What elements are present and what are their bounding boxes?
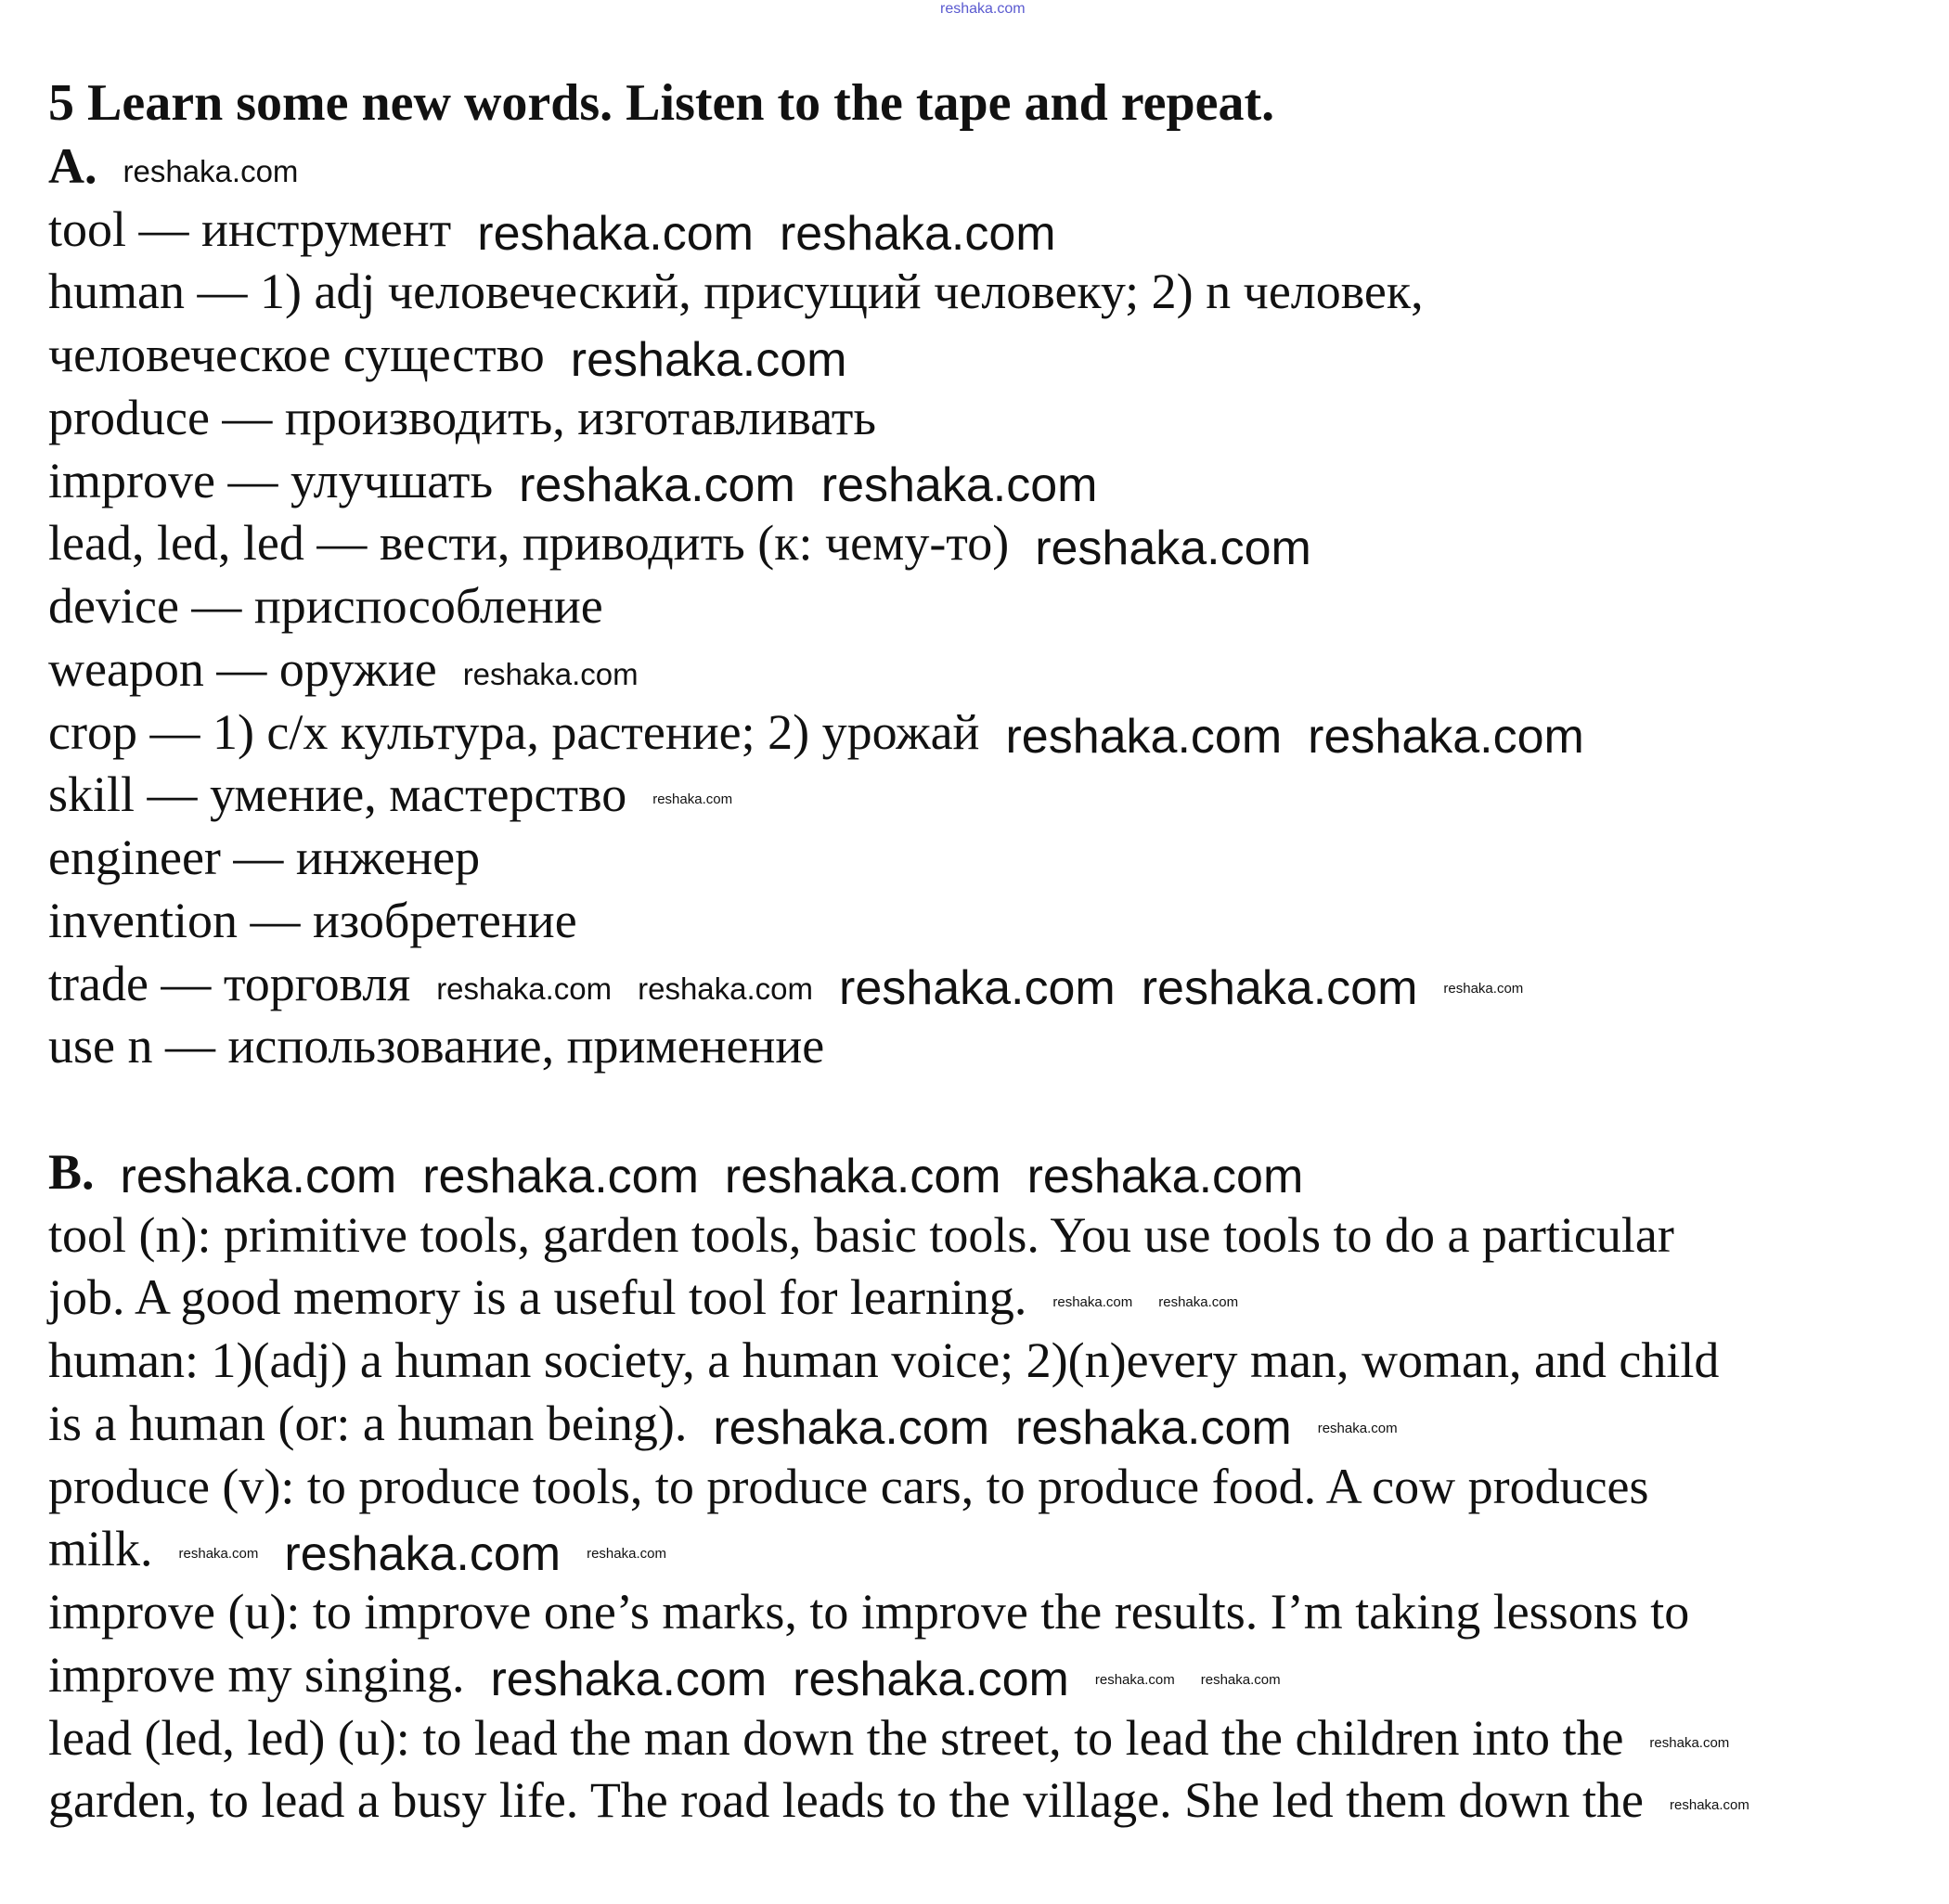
text-line-content: lead (led, led) (u): to lead the man down the street, to lead the children into the [48,1709,1624,1766]
watermark-text: reshaka.com [638,971,814,1006]
text-line [48,1456,1942,1519]
text-line [48,1581,1942,1644]
text-line [48,1393,1942,1456]
text-line [48,387,1942,450]
watermark-text: reshaka.com [1026,1150,1304,1204]
section-a-label-text: A. [48,137,97,194]
watermark-text: reshaka.com [820,458,1098,513]
watermark-text: reshaka.com [178,1546,259,1563]
text-line [48,450,1942,513]
text-line [48,638,1942,701]
section-b-examples [48,1204,1942,1833]
watermark-text: reshaka.com [940,1,1026,17]
text-line-content: is a human (or: a human being). [48,1395,688,1451]
watermark-text: reshaka.com [1443,980,1524,997]
watermark-text: reshaka.com [652,791,733,808]
text-line-content: lead, led, led — вести, приводить (к: чему-то) [48,515,1010,572]
text-line-content: use n — использование, применение [48,1018,825,1074]
text-line [48,575,1942,638]
text-line [48,512,1942,575]
watermark-text: reshaka.com [779,207,1056,262]
text-line [48,1204,1942,1267]
text-line-content: tool — инструмент [48,200,452,257]
text-line [48,324,1942,387]
watermark-text: reshaka.com [1035,521,1311,575]
text-line [48,261,1942,324]
text-line-content: tool (n): primitive tools, garden tools, basic tools. You use tools to do a particular [48,1206,1674,1263]
watermark-text: reshaka.com [713,1401,990,1456]
watermark-text: reshaka.com [477,207,754,262]
text-line-content: improve (u): to improve one’s marks, to improve the results. I’m taking lessons to [48,1584,1690,1640]
text-line-content: human: 1)(adj) a human society, a human voice; 2)(n)every man, woman, and child [48,1332,1720,1388]
watermark-text: reshaka.com [1649,1734,1730,1751]
watermark-text: reshaka.com [422,1150,699,1204]
section-b-label-text: B. [48,1143,95,1200]
watermark-text: reshaka.com [1158,1294,1239,1311]
text-line [48,199,1942,262]
watermark-text: reshaka.com [793,1653,1069,1707]
text-line-content: milk. [48,1521,153,1577]
text-line [48,827,1942,890]
watermark-text: reshaka.com [1052,1294,1133,1311]
watermark-text: reshaka.com [1005,710,1283,765]
watermark-text: reshaka.com [1200,1671,1281,1688]
text-line-content: engineer — инженер [48,830,481,885]
text-line-content: crop — 1) с/х культура, растение; 2) урожай [48,703,980,760]
watermark-text: reshaka.com [490,1653,768,1707]
watermark-text: reshaka.com [462,656,639,691]
text-line [48,953,1942,1016]
watermark-text: reshaka.com [724,1150,1001,1204]
text-line-content: device — приспособление [48,578,603,634]
section-a-label [48,135,1942,199]
text-line-content: produce (v): to produce tools, to produce cars, to produce food. A cow produces [48,1458,1649,1514]
watermark-text: reshaka.com [1015,1401,1292,1456]
watermark-text: reshaka.com [519,458,795,513]
text-line-content: invention — изобретение [48,892,577,948]
text-line-content: produce — производить, изготавливать [48,389,876,445]
text-line-content: job. A good memory is a useful tool for learning. [48,1269,1027,1326]
section-a-vocabulary-list [48,199,1942,1079]
watermark-text: reshaka.com [1308,710,1584,765]
exercise-page [48,72,1942,1833]
text-line-content: trade — торговля [48,955,411,1011]
text-line [48,1644,1942,1707]
watermark-text: reshaka.com [120,1150,397,1204]
watermark-text: reshaka.com [1094,1671,1175,1688]
watermark-text: reshaka.com [1317,1420,1398,1436]
spacer [48,1078,1942,1141]
text-line [48,1707,1942,1770]
text-line-content: improve my singing. [48,1646,465,1703]
text-line [48,890,1942,953]
watermark-text: reshaka.com [1141,961,1418,1016]
text-line [48,1518,1942,1581]
text-line [48,1330,1942,1393]
text-line-content: человеческое существо [48,327,545,382]
section-b-label [48,1141,1942,1204]
watermark-text: reshaka.com [1670,1797,1749,1814]
text-line-content: skill — умение, мастерство [48,766,627,823]
text-line [48,701,1942,765]
exercise-title [48,72,1942,135]
text-line [48,1015,1942,1078]
exercise-title-text: 5 Learn some new words. Listen to the tape and repeat. [48,74,1275,132]
watermark-text: reshaka.com [284,1526,561,1581]
watermark-text: reshaka.com [570,332,847,387]
text-line [48,1769,1942,1833]
watermark-text: reshaka.com [436,971,613,1006]
watermark-text: reshaka.com [587,1546,666,1563]
text-line-content: improve — улучшать [48,452,494,508]
text-line-content: weapon — оружие [48,640,437,697]
text-line [48,1267,1942,1330]
watermark-text: reshaka.com [123,153,299,188]
text-line-content: garden, to lead a busy life. The road leads to the village. She led them down the [48,1772,1645,1829]
text-line-content: human — 1) adj человеческий, присущий человеку; 2) n человек, [48,264,1424,320]
watermark-text: reshaka.com [839,961,1116,1016]
text-line [48,764,1942,827]
